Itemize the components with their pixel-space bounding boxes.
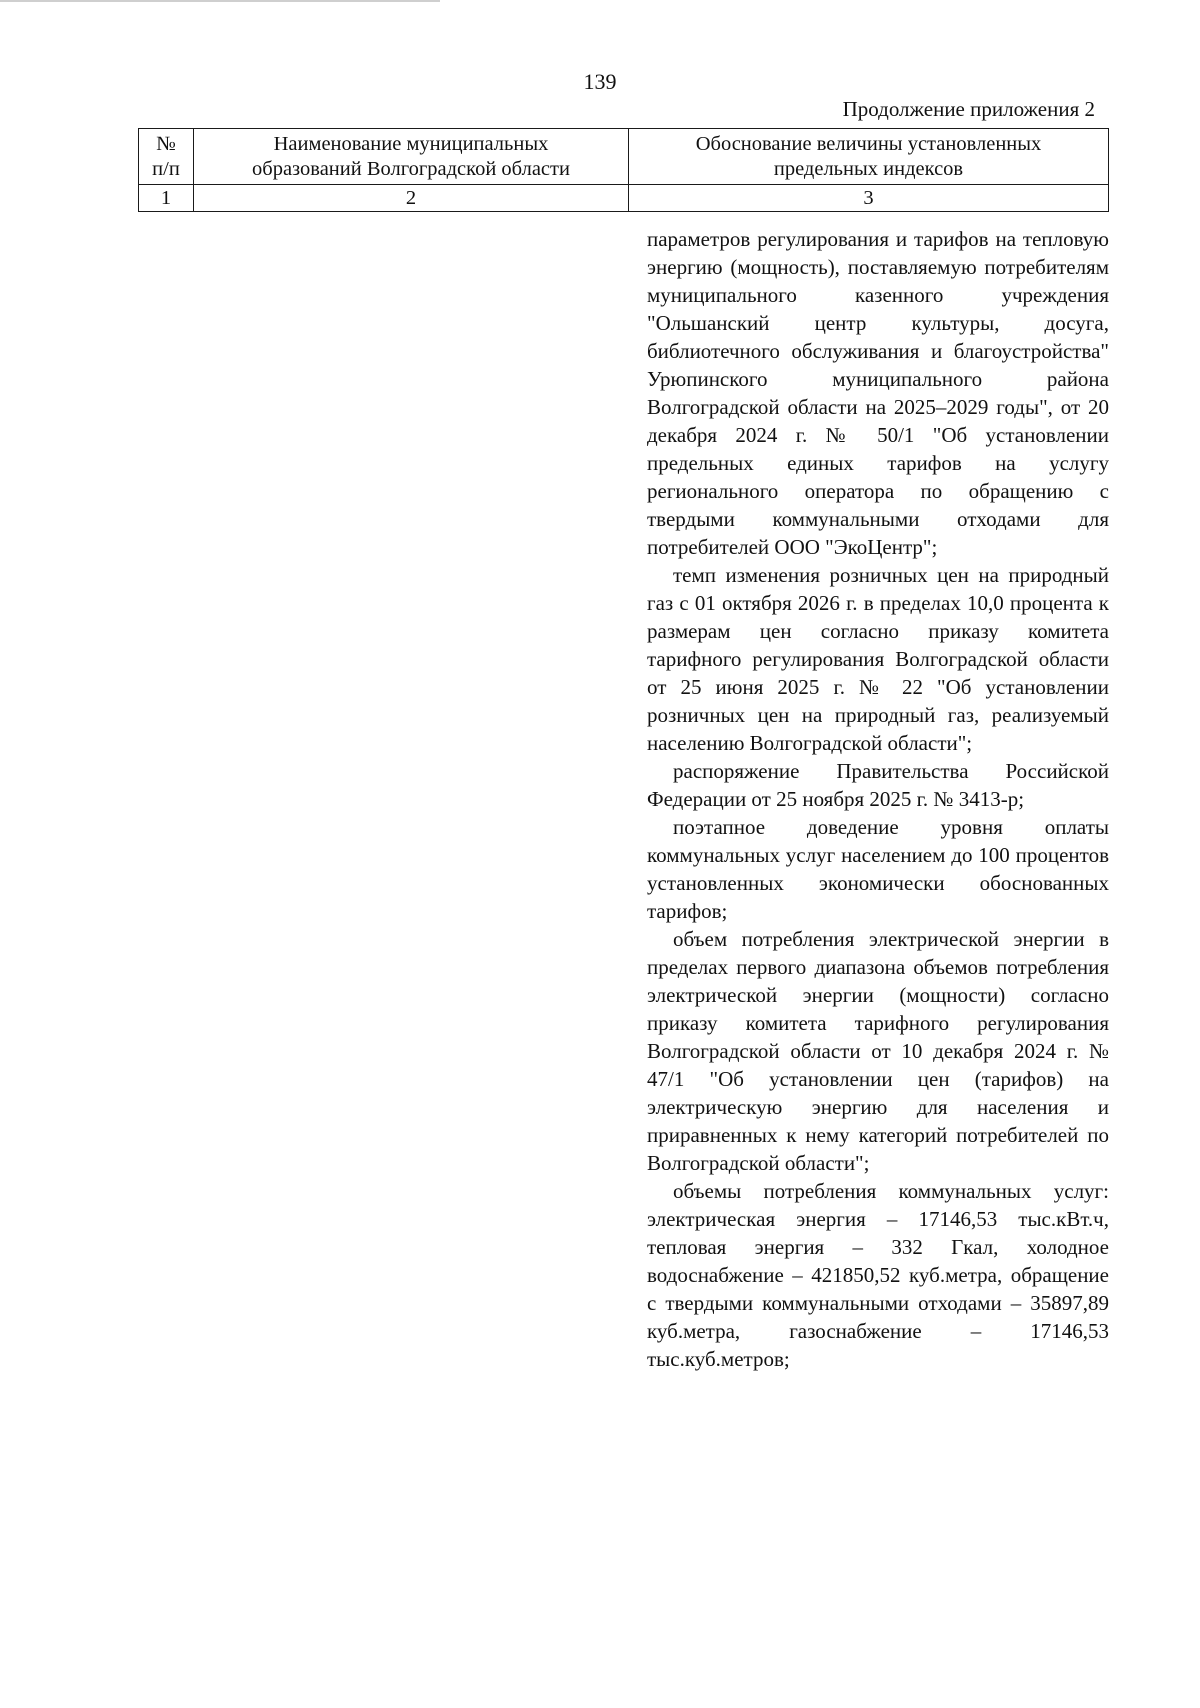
column-header-municipality: Наименование муниципальных образований Волгоградской области xyxy=(194,129,629,185)
justification-text xyxy=(647,225,1109,1373)
appendix-continuation-label: Продолжение приложения 2 xyxy=(842,97,1095,121)
table-column-numbers-row xyxy=(139,185,1109,212)
paragraph-government-order: распоряжение Правительства Российской Федерации от 25 ноября 2025 г. № 3413-р; xyxy=(647,759,1109,811)
table-header-row xyxy=(139,129,1109,185)
paragraph-payment-level: поэтапное доведение уровня оплаты коммунальных услуг населением до 100 процентов установленных экономически обоснованных тарифов; xyxy=(647,815,1109,923)
appendix-table-header xyxy=(138,128,1109,212)
paragraph-gas-price-rate: темп изменения розничных цен на природный газ с 01 октября 2026 г. в пределах 10,0 процента к размерам цен согласно приказу комитета тарифного регулирования Волгоградской области от 25 июня 2025 г. № 22 "Об установлении розничных цен на природный газ, реализуемый населению Волгоградской области"; xyxy=(647,563,1109,755)
column-number-1: 1 xyxy=(139,185,194,212)
column-header-justification: Обоснование величины установленных предельных индексов xyxy=(629,129,1109,185)
column-number-3: 3 xyxy=(629,185,1109,212)
column-header-number: № п/п xyxy=(139,129,194,185)
scan-edge-line xyxy=(0,0,440,2)
column-number-2: 2 xyxy=(194,185,629,212)
page-number: 139 xyxy=(583,69,617,94)
paragraph-heat-tariff-continuation: параметров регулирования и тарифов на тепловую энергию (мощность), поставляемую потребителям муниципального казенного учреждения "Ольшанский центр культуры, досуга, библиотечного обслуживания и благоустройства" Урюпинского муниципального района Волгоградской области на 2025–2029 годы", от 20 декабря 2024 г. № 50/1 "Об установлении предельных единых тарифов на услугу регионального оператора по обращению с твердыми коммунальными отходами для потребителей ООО "ЭкоЦентр"; xyxy=(647,227,1109,559)
paragraph-electricity-volume: объем потребления электрической энергии в пределах первого диапазона объемов потребления электрической энергии (мощности) согласно приказу комитета тарифного регулирования Волгоградской области от 10 декабря 2024 г. № 47/1 "Об установлении цен (тарифов) на электрическую энергию для населения и приравненных к нему категорий потребителей по Волгоградской области"; xyxy=(647,927,1109,1175)
paragraph-consumption-volumes: объемы потребления коммунальных услуг: электрическая энергия – 17146,53 тыс.кВт.ч, тепловая энергия – 332 Гкал, холодное водоснабжение – 421850,52 куб.метра, обращение с твердыми коммунальными отходами – 35897,89 куб.метра, газоснабжение – 17146,53 тыс.куб.метров; xyxy=(647,1179,1109,1371)
